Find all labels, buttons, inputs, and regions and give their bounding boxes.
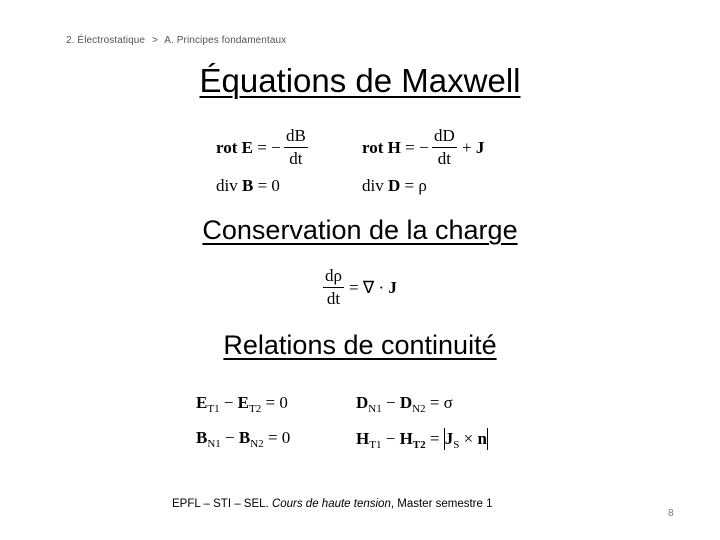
breadcrumb-chapter: 2. Électrostatique	[66, 35, 146, 46]
footer-course: Cours de haute tension	[271, 498, 391, 510]
eq-rot-e: rot E = −	[216, 138, 281, 157]
footer-institution: EPFL – STI – SEL.	[172, 498, 269, 510]
heading-conservation: Conservation de la charge	[202, 215, 518, 245]
eq-div-d: div D = ρ	[362, 176, 427, 195]
footer-level: , Master semestre 1	[390, 498, 493, 510]
breadcrumb	[66, 35, 286, 46]
heading-continuity: Relations de continuité	[223, 330, 497, 360]
eq-conservation-rhs: = ∇ · J	[349, 278, 397, 297]
eq-d-normal: $D_{N1} - D_{N2} = \sigma$	[356, 393, 453, 415]
page-number: 8	[668, 508, 674, 519]
footer	[172, 498, 492, 510]
eq-div-b: div B = 0	[216, 176, 280, 195]
eq-h-tangential: $H_{T1} - H_{T2} = J_S \times n$	[356, 429, 487, 451]
eq-b-normal: $B_{N1} - B_{N2} = 0$	[196, 428, 291, 450]
abs-bar-right	[487, 428, 488, 450]
heading-maxwell: Équations de Maxwell	[199, 62, 521, 99]
breadcrumb-separator: >	[151, 35, 158, 46]
eq-e-tangential: $E_{T1} - E_{T2} = 0$	[196, 393, 288, 415]
frac-drho-dt: $\frac{d\rho}{dt}$	[325, 266, 342, 308]
breadcrumb-section: A. Principes fondamentaux	[164, 35, 287, 46]
frac-dd-dt: $\frac{dD}{dt}$	[434, 126, 455, 168]
eq-rot-h: rot H = −	[362, 138, 429, 157]
frac-db-dt: $\frac{dB}{dt}$	[286, 126, 306, 168]
eq-rot-h-tail: + J	[462, 138, 485, 157]
